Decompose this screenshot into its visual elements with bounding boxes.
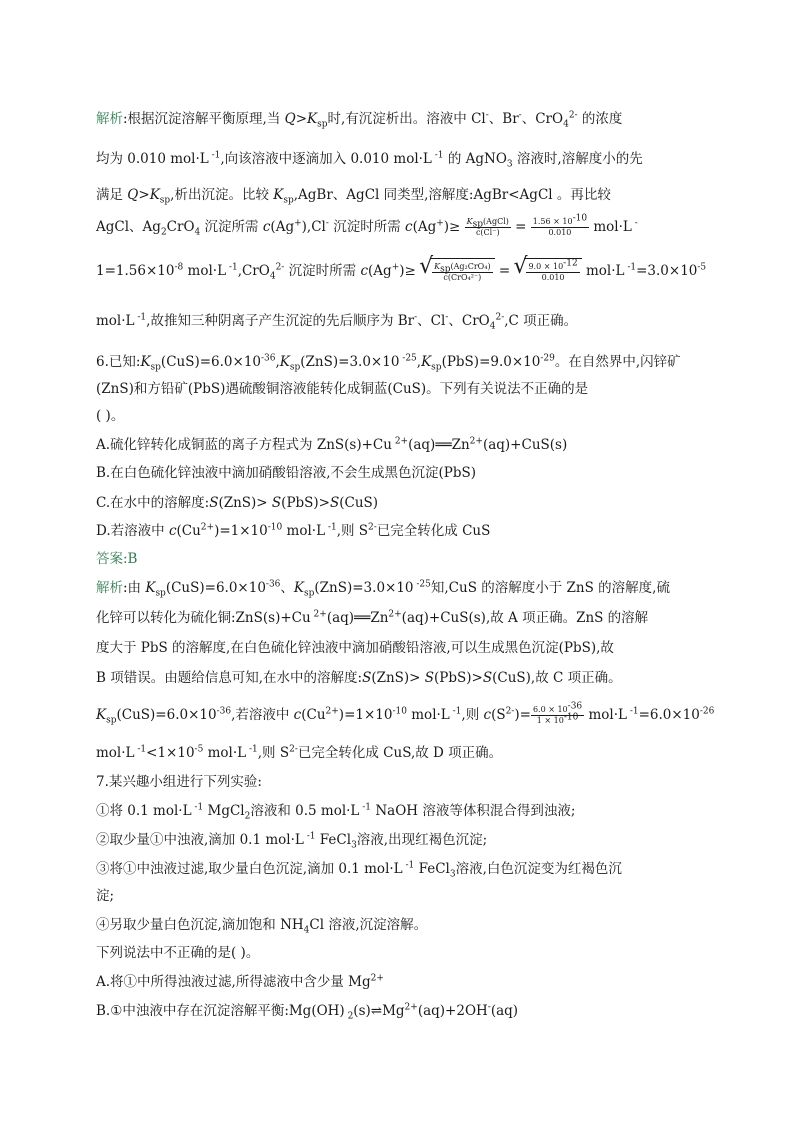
q6-stem-line-1: 6.已知$:K_{sp}(CuS)=6.0\times 10^{-36},K_{sp}(ZnS)=3.0\times 10$ $^{-25},K_{sp}(PbS)=9.0\times 10^{-29}$。在自然界中,闪锌矿 [96, 353, 681, 373]
q7-step-3-cont: 淀; [96, 888, 115, 904]
q6-option-a: A.硫化锌转化成铜蓝的离子方程式为 ZnS(s)+Cu $^{2+}(aq)══Zn^{2+}(aq)+CuS(s)$ [96, 436, 568, 453]
analysis-2-line-6: mol·L $^{-1}<1\times 10^{-5}$ mol·L $^{-1}$,则 $S^{2-}$已完全转化成 CuS,故 D 项正确。 [96, 744, 503, 761]
q7-step-2: ②取少量①中浊液,滴加 0.1 mol·L $^{-1}$ FeCl$_3$溶液,出现红褐色沉淀; [96, 831, 488, 851]
analysis-2-line-4: B 项错误。由题给信息可知,在水中的溶解度:S(ZnS)> S(PbS)>S(CuS),故 C 项正确。 [96, 670, 622, 686]
analysis-1-line-2: 均为 0.010 mol·L $^{-1}$,向该溶液中逐滴加入 0.010 mol·L $^{-1}$ 的 AgNO$_3$ 溶液时,溶解度小的先 [96, 150, 643, 170]
analysis-2-line-1: 解析:由 $K_{sp}(CuS)=6.0\times 10^{-36}$、$K_{sp}(ZnS)=3.0\times 10$ $^{-25}$知,CuS 的溶解度小于 ZnS 的溶解度,硫 [96, 579, 670, 599]
analysis-label: 解析 [96, 111, 123, 127]
analysis-label: 解析 [96, 580, 123, 596]
q7-step-1: ①将 0.1 mol·L $^{-1}$ MgCl$_2$溶液和 0.5 mol·L $^{-1}$ NaOH 溶液等体积混合得到浊液; [96, 802, 576, 822]
q6-answer: 答案:B [96, 551, 138, 567]
q7-option-b: B.①中浊液中存在沉淀溶解平衡:Mg(OH) $_2(s)\rightleftharpoons Mg^{2+}(aq)+2OH^-(aq)$ [96, 1002, 519, 1022]
q7-step-3: ③将①中浊液过滤,取少量白色沉淀,滴加 0.1 mol·L $^{-1}$ FeCl$_3$溶液,白色沉淀变为红褐色沉 [96, 860, 622, 880]
q6-stem-line-2: (ZnS)和方铅矿(PbS)遇硫酸铜溶液能转化成铜蓝(CuS)。下列有关说法不正确的是 [96, 381, 589, 397]
fraction-6e-36-over-1e-10: $\frac{6.0 \times 10^{-36}}{1 \times 10^{-10}}$ [532, 701, 583, 725]
q7-option-a: A.将①中所得浊液过滤,所得滤液中含少量 $Mg^{2+}$ [96, 973, 384, 990]
analysis-2-line-5: $K_{sp}(CuS)=6.0\times 10^{-36}$,若溶液中 $c(Cu^{2+})=1\times 10^{-10}$ mol·L $^{-1}$,则 $c(S^{2-})=$ $\frac{6.0 \times 10^{-36}}{1 \times 10^{-10}}$ mol·L $^{-1}=6.0\times 10^{-26}$ [96, 701, 715, 726]
analysis-1-line-5: $1=1.56\times 10^{-8}$ mol·L $^{-1}$,CrO$_4^{2-}$ 沉淀时所需 c(Ag+)≥ √ $\frac{K_{sp}(Ag_2CrO_4)}{\text{c(CrO₄²⁻)}}$ = √ $\frac{9.0 \times 10^{-12}}{0.010}$ mol·L $^{-1}=3.0\times 10^{-5}$ [96, 258, 704, 285]
q6-option-c: C.在水中的溶解度:S(ZnS)> S(PbS)>S(CuS) [96, 495, 379, 511]
analysis-1-line-4: AgCl、$Ag_2CrO_4$ 沉淀所需 c(Ag+),Cl- 沉淀时所需 c(Ag+)≥ $\frac{K_{sp}(AgCl)}{c(Cl^-)}$ = $\frac{1.56 \times 10^{-10}}{0.010}$ mol·L - [96, 213, 638, 238]
fraction-1-56e-10: $\frac{1.56 \times 10^{-10}}{0.010}$ [532, 213, 588, 237]
q7-question: 下列说法中不正确的是( )。 [96, 945, 260, 961]
q6-option-b: B.在白色硫化锌浊液中滴加硝酸铅溶液,不会生成黑色沉淀(PbS) [96, 465, 477, 481]
q6-option-d: D.若溶液中 $c(Cu^{2+})=1\times 10^{-10}$ mol·L $^{-1}$,则 $S^{2-}$已完全转化成 CuS [96, 522, 491, 539]
fraction-ksp-agcl: $\frac{K_{sp}(AgCl)}{c(Cl^-)}$ [466, 217, 509, 237]
q7-stem: 7.某兴趣小组进行下列实验: [96, 774, 262, 790]
sqrt-9e-12: √ $\frac{9.0 \times 10^{-12}}{0.010}$ [514, 258, 581, 285]
q6-answer-blank: ( )。 [96, 408, 125, 424]
analysis-1-line-1: 解析:根据沉淀溶解平衡原理,当 $Q>K_{sp}$时,有沉淀析出。溶液中 Cl-、Br-、CrO$_4^{2-}$ 的浓度 [96, 110, 623, 130]
analysis-1-line-3: 满足 $Q>K_{sp}$,析出沉淀。比较 $K_{sp},AgBr$、AgCl 同类型,溶解度:AgBr<AgCl 。再比较 [96, 187, 611, 206]
sqrt-ksp-ag2cro4: √ $\frac{K_{sp}(Ag_2CrO_4)}{\text{c(CrO₄²⁻)}}$ [420, 258, 494, 285]
analysis-2-line-3: 度大于 PbS 的溶解度,在白色硫化锌浊液中滴加硝酸铅溶液,可以生成黑色沉淀(PbS),故 [96, 640, 614, 656]
analysis-2-line-2: 化锌可以转化为硫化铜:ZnS(s)+Cu $^{2+}(aq)══Zn^{2+}(aq)+CuS(s)$,故 A 项正确。ZnS 的溶解 [96, 609, 649, 626]
analysis-1-line-6: mol·L $^{-1}$,故推知三种阴离子产生沉淀的先后顺序为 Br-、Cl-、CrO$_4^{2-}$,C 项正确。 [96, 312, 578, 332]
q7-step-4: ④另取少量白色沉淀,滴加饱和 $NH_4Cl$ 溶液,沉淀溶解。 [96, 917, 428, 936]
